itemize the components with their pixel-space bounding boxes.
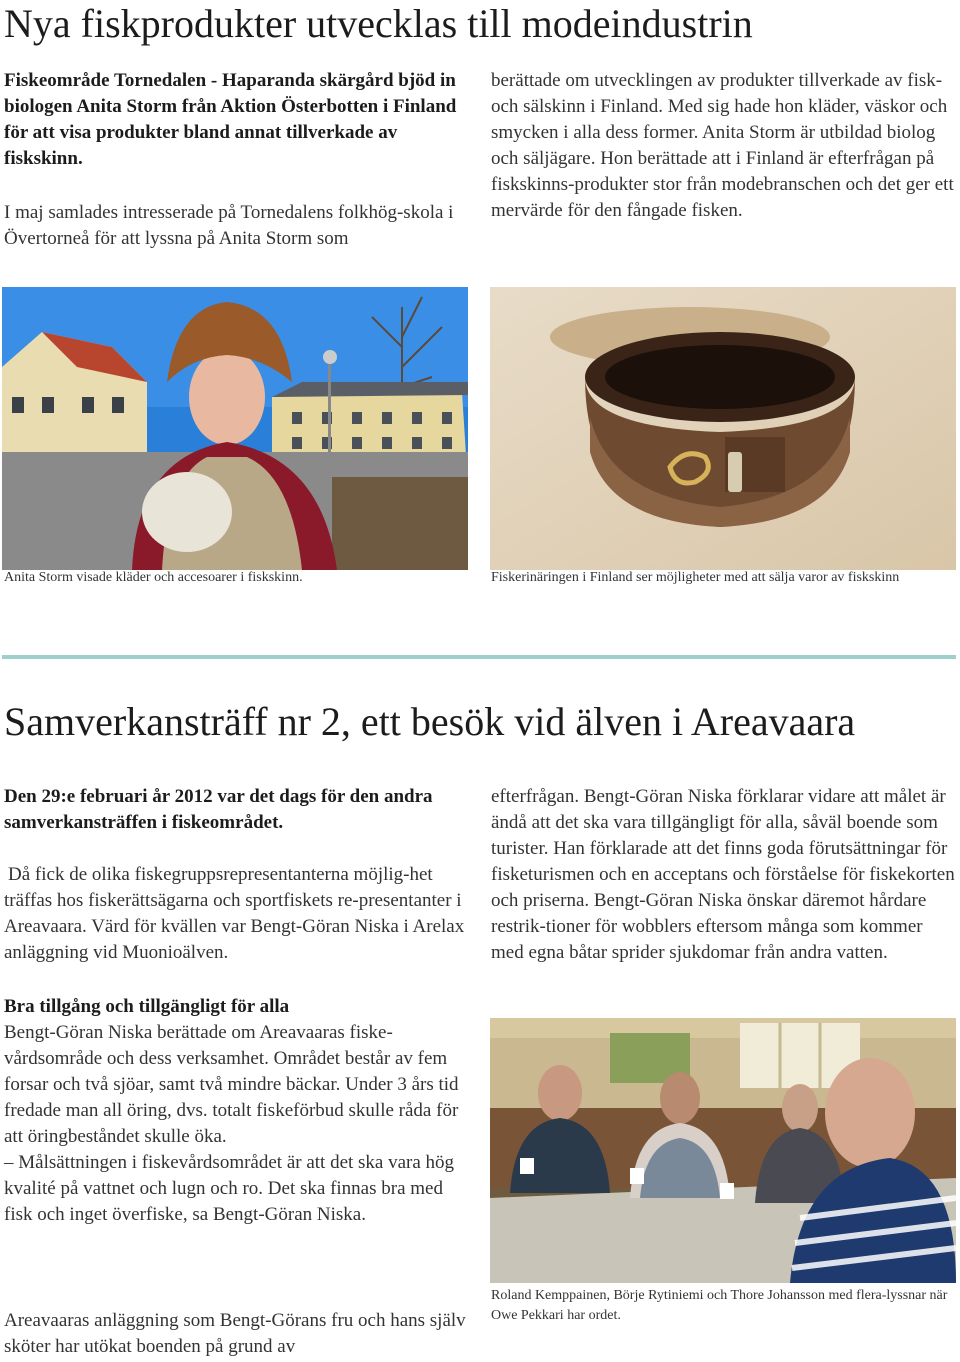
article1-body-right: berättade om utvecklingen av produkter tillverkade av fisk- och sälskinn i Finland. Med sig hade hon kläder, väskor och smycken i alla dess former. Anita Storm är utbildad biolog och säljägare. Hon berättade att i Finland är efterfrågan på fiskskinns-produkter stor från modebranschen och det ger ett mervärde för den fångade fisken. xyxy=(491,70,954,221)
article1-caption-right: Fiskerinäringen i Finland ser möjligheter med att sälja varor av fiskskinn xyxy=(491,570,900,585)
bracelet-photo xyxy=(490,287,956,570)
meeting-photo xyxy=(490,1018,956,1283)
article2-para2: Bengt-Göran Niska berättade om Areavaaras fiske-vårdsområde och dess verksamhet. Området består av fem forsar och två sjöar, samt två mindre bäckar. Under 3 års tid fredade man all öring, dvs. totalt fiskeförbud skulle råda för att öringbeståndet skulle öka. xyxy=(4,1022,459,1147)
article2-para4: Areavaaras anläggning som Bengt-Görans fru och hans själv sköter har utökat boenden på grund av xyxy=(4,1310,466,1357)
article2-section xyxy=(4,994,466,1228)
section-divider xyxy=(2,655,956,659)
article1-body-left: I maj samlades intresserade på Tornedalens folkhög-skola i Övertorneå för att lyssna på Anita Storm som xyxy=(4,202,454,249)
article1-title: Nya fiskprodukter utvecklas till modeindustrin xyxy=(4,1,753,46)
article1-caption-left: Anita Storm visade kläder och accesoarer i fiskskinn. xyxy=(4,570,303,585)
article2-title: Samverkansträff nr 2, ett besök vid älven i Areavaara xyxy=(4,699,856,744)
article2-para3: – Målsättningen i fiskevårdsområdet är att det ska vara hög kvalité på vattnet och lugn och ro. Det ska finnas bra med fisk och inget överfiske, sa Bengt-Göran Niska. xyxy=(4,1152,455,1225)
article2-right-column: efterfrågan. Bengt-Göran Niska förklarar vidare att målet är ändå att det ska vara tillgängligt för alla, såväl boende som turister. Han förklarade att det finns goda förutsättningar för fisketurismen och en acceptans och förståelse för fiskekorten och priserna. Bengt-Göran Niska önskar däremot hårdare restrik-tioner för wobblers eftersom många som kommer med egna båtar sprider sjukdomar från andra vatten. xyxy=(491,786,955,963)
article2-lead: Den 29:e februari år 2012 var det dags för den andra samverkansträffen i fiskeområdet. xyxy=(4,786,433,833)
anita-storm-photo xyxy=(2,287,468,570)
article2-para1: Då fick de olika fiskegruppsrepresentanterna möjlig-het träffas hos fiskerättsägarna och sportfiskets re-presentanter i Areavaara. Värd för kvällen var Bengt-Göran Niska i Arelax anläggning vid Muonioälven. xyxy=(4,864,465,963)
article2-subhead: Bra tillgång och tillgängligt för alla xyxy=(4,996,290,1017)
article1-lead: Fiskeområde Tornedalen - Haparanda skärgård bjöd in biologen Anita Storm från Aktion Österbotten i Finland för att visa produkter bland annat tillverkade av fiskskinn. xyxy=(4,70,457,169)
article2-caption: Roland Kemppainen, Börje Rytiniemi och Thore Johansson med flera-lyssnar när Owe Pekkari har ordet. xyxy=(491,1288,948,1323)
